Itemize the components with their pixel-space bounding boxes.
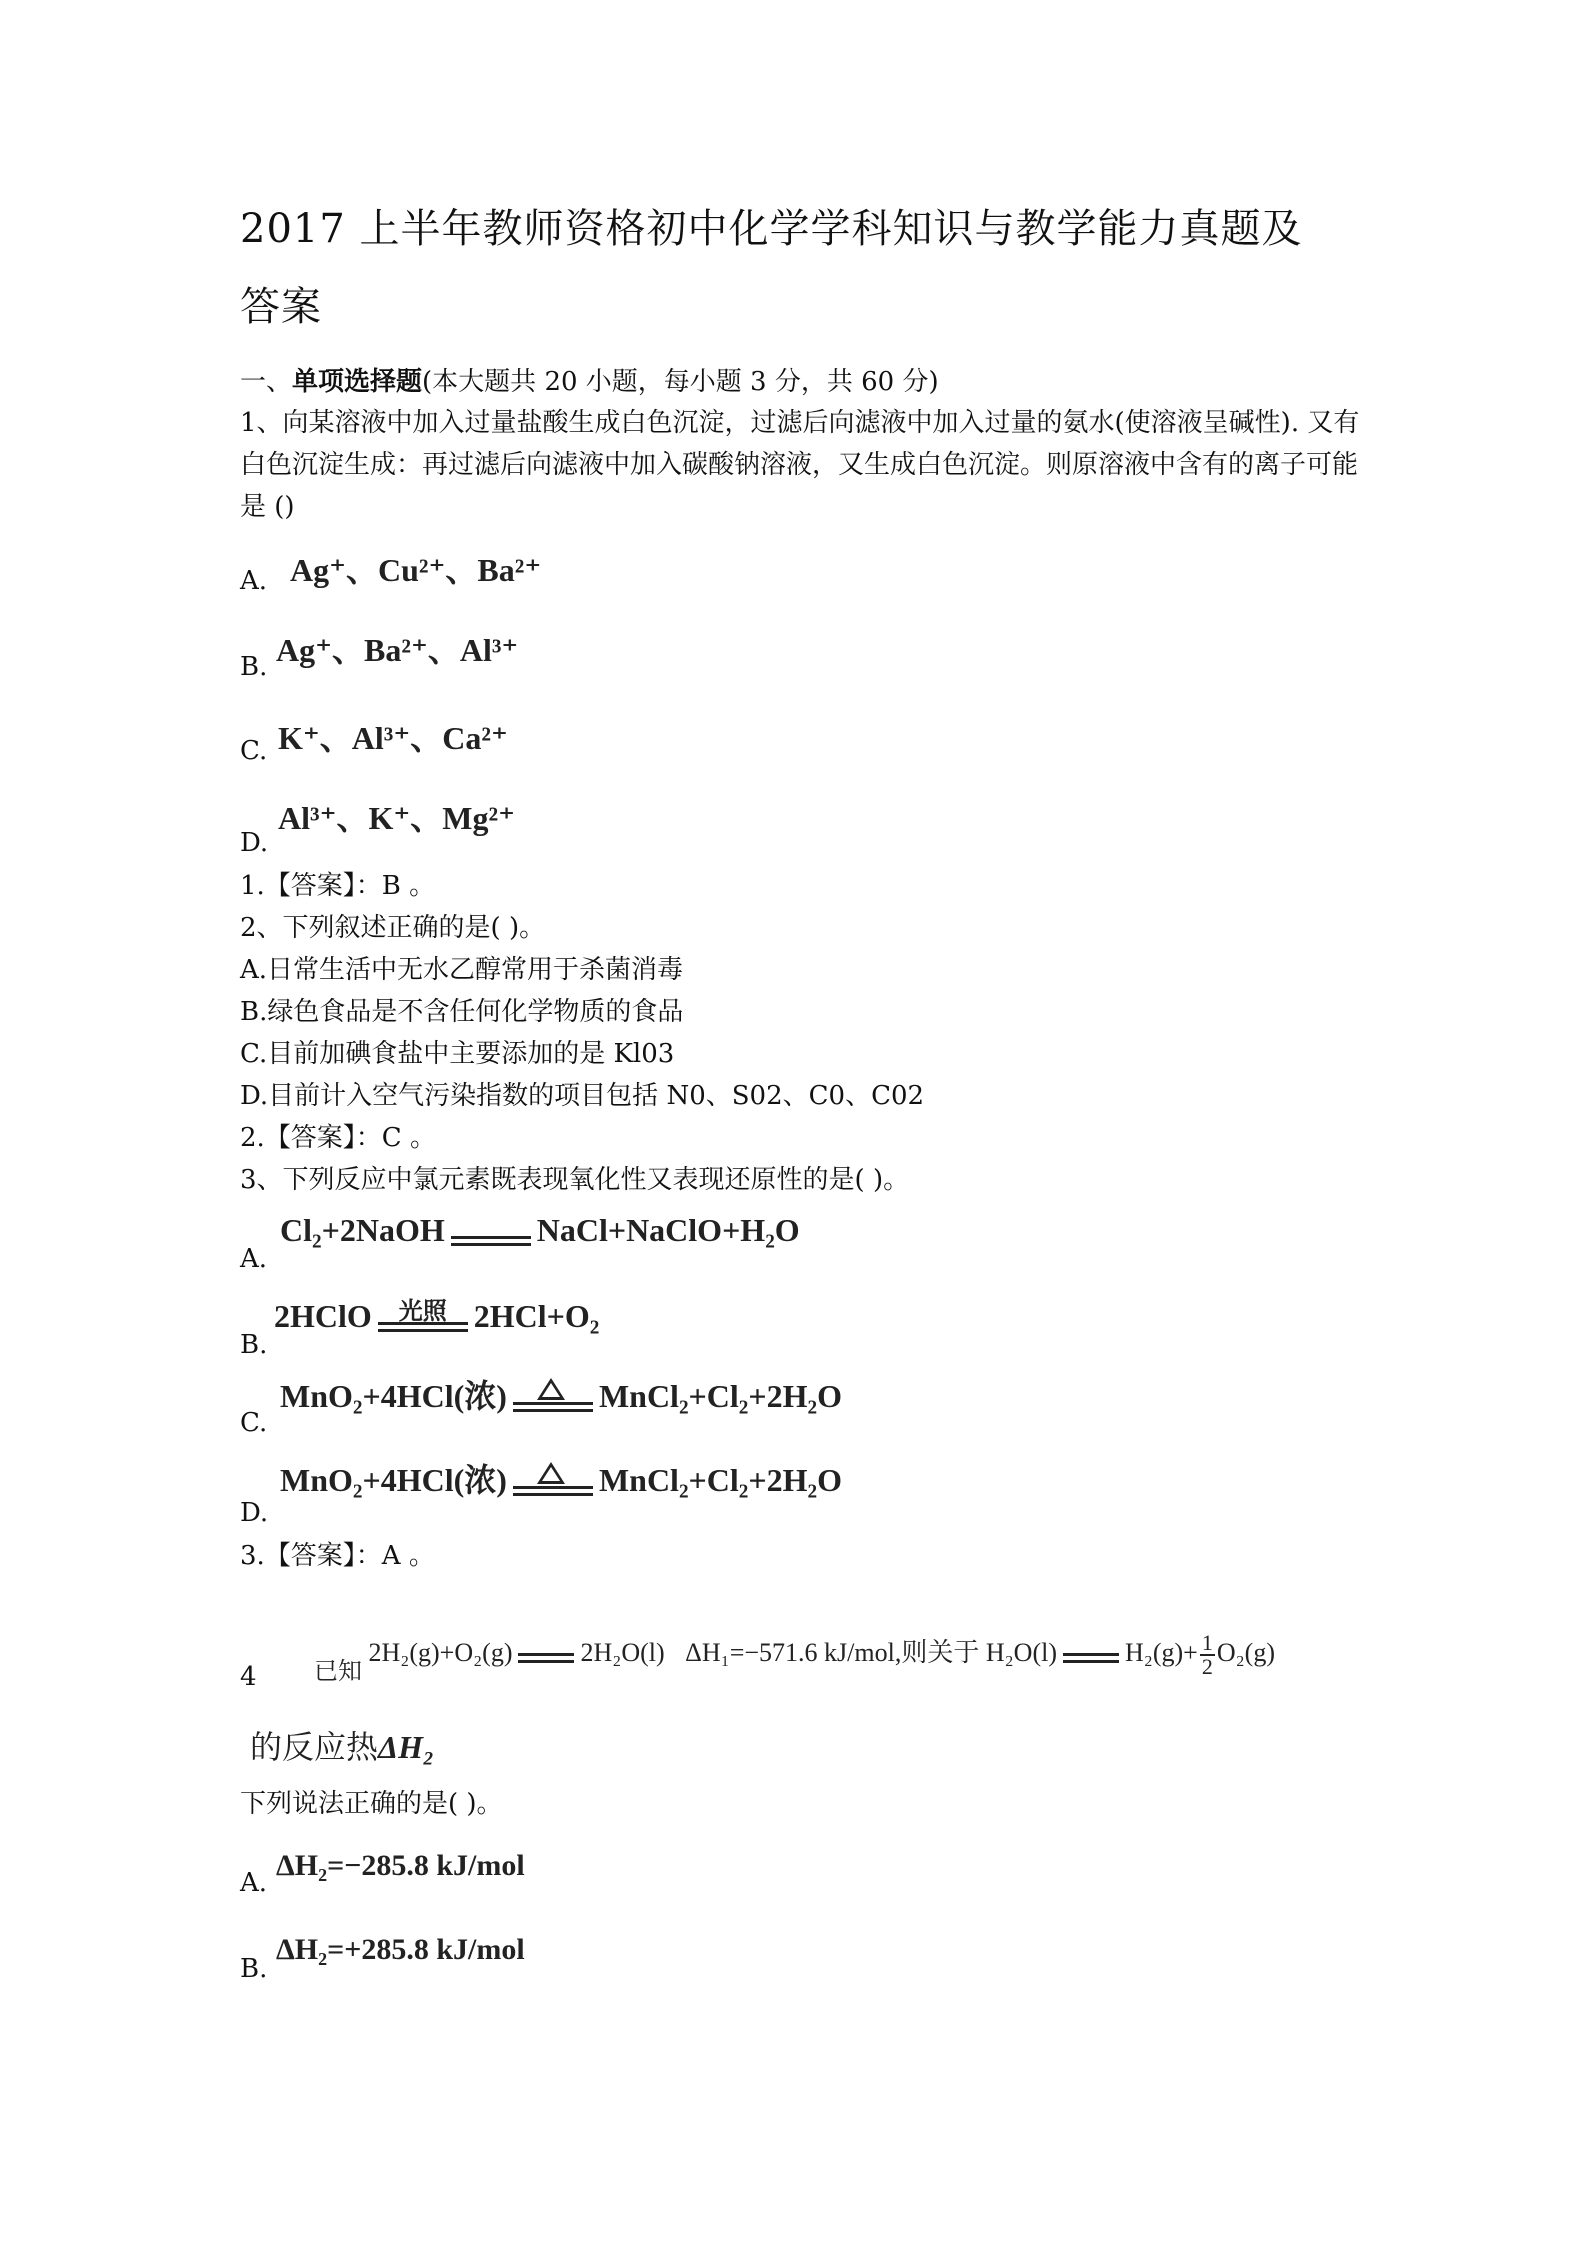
q4-heat-label bbox=[250, 1722, 434, 1768]
q3-a-products: NaCl+NaClO+H₂O bbox=[536, 1212, 800, 1248]
q4-eq1-reactants: 2H₂(g)+O₂(g) bbox=[368, 1638, 513, 1667]
q1-option-c-label: C. bbox=[240, 736, 268, 766]
q4-given-equation bbox=[314, 1630, 1275, 1685]
q4-option-b-label: B. bbox=[240, 1954, 268, 1984]
q1-option-a-label: A. bbox=[240, 566, 268, 596]
section-prefix: 一、 bbox=[240, 367, 293, 397]
q3-c-products: MnCl₂+Cl₂+2H₂O bbox=[598, 1378, 842, 1414]
q1-answer: 1.【答案】：B 。 bbox=[240, 871, 436, 901]
q3-b-products: 2HCl+O₂ bbox=[473, 1298, 600, 1334]
q2-option-c: C.目前加碘食盐中主要添加的是 Kl03 bbox=[240, 1039, 675, 1069]
q4-eq2-products: H₂(g)+ bbox=[1125, 1638, 1198, 1667]
q1-option-d-formula: Al³⁺、K⁺、Mg²⁺ bbox=[278, 800, 515, 836]
q3-option-c-label: C. bbox=[240, 1408, 268, 1438]
question-2-text: 2、下列叙述正确的是( )。 bbox=[240, 913, 546, 943]
equals-sign bbox=[1063, 1640, 1119, 1670]
q4-question-text: 下列说法正确的是( )。 bbox=[240, 1789, 503, 1819]
heat-equals-sign bbox=[513, 1380, 593, 1420]
one-half-fraction bbox=[1200, 1632, 1215, 1678]
question-4-number: 4 bbox=[240, 1662, 257, 1692]
q1-option-d-label: D. bbox=[240, 828, 269, 858]
equals-sign bbox=[518, 1640, 574, 1670]
equals-sign bbox=[451, 1214, 531, 1254]
q4-option-b-formula: ΔH₂=+285.8 kJ/mol bbox=[276, 1933, 525, 1966]
section-type: 单项选择题 bbox=[292, 367, 423, 397]
q4-eq1-products: 2H₂O(l) bbox=[580, 1638, 665, 1667]
q4-heat-text: 的反应热 bbox=[250, 1728, 379, 1766]
document-title-line-1: 2017 上半年教师资格初中化学学科知识与教学能力真题及 bbox=[240, 206, 1303, 252]
fraction-denominator: 2 bbox=[1201, 1654, 1213, 1680]
question-4-statement bbox=[240, 1632, 1360, 1712]
q2-option-d: D.目前计入空气污染指数的项目包括 N0、S02、C0、C02 bbox=[240, 1081, 925, 1111]
q4-delta-h1: ΔH₁=−571.6 kJ/mol,则关于 H₂O(l) bbox=[685, 1638, 1057, 1667]
q2-answer: 2.【答案】：C 。 bbox=[240, 1123, 436, 1153]
heat-equals-sign bbox=[513, 1464, 593, 1504]
q3-option-b-label: B. bbox=[240, 1330, 268, 1360]
q3-answer: 3.【答案】：A 。 bbox=[240, 1541, 435, 1571]
q2-option-b: B.绿色食品是不含任何化学物质的食品 bbox=[240, 997, 684, 1027]
q1-option-a-formula: Ag⁺、Cu²⁺、Ba²⁺ bbox=[290, 552, 542, 588]
q3-c-reactants: MnO₂+4HCl(浓) bbox=[280, 1378, 507, 1414]
section-description: (本大题共 20 小题，每小题 3 分，共 60 分) bbox=[422, 367, 939, 397]
question-3-text: 3、下列反应中氯元素既表现氧化性又表现还原性的是( )。 bbox=[240, 1165, 910, 1195]
q3-d-reactants: MnO₂+4HCl(浓) bbox=[280, 1462, 507, 1498]
fraction-numerator: 1 bbox=[1201, 1630, 1213, 1656]
q4-given-label: 已知 bbox=[314, 1657, 362, 1685]
q1-option-b-label: B. bbox=[240, 652, 268, 682]
q4-option-a-formula: ΔH₂=−285.8 kJ/mol bbox=[276, 1849, 525, 1882]
question-1-text: 1、向某溶液中加入过量盐酸生成白色沉淀，过滤后向滤液中加入过量的氨水(使溶液呈碱性). 又有白色沉淀生成：再过滤后向滤液中加入碳酸钠溶液，又生成白色沉淀。则原溶液中含有的离子可能是 () bbox=[240, 408, 1360, 522]
q1-option-c-formula: K⁺、Al³⁺、Ca²⁺ bbox=[278, 720, 508, 756]
q2-option-a: A.日常生活中无水乙醇常用于杀菌消毒 bbox=[240, 955, 684, 985]
section-heading bbox=[240, 362, 1360, 402]
heat-triangle-icon bbox=[537, 1378, 565, 1400]
q3-option-d-label: D. bbox=[240, 1498, 269, 1528]
heat-triangle-icon bbox=[537, 1462, 565, 1484]
q4-option-a-label: A. bbox=[240, 1868, 268, 1898]
q3-option-a-label: A. bbox=[240, 1244, 268, 1274]
equals-sign-with-condition bbox=[378, 1300, 468, 1340]
document-title-line-2: 答案 bbox=[240, 284, 322, 330]
q3-option-c-equation bbox=[280, 1376, 842, 1420]
q3-d-products: MnCl₂+Cl₂+2H₂O bbox=[598, 1462, 842, 1498]
q3-option-a-equation bbox=[280, 1210, 800, 1254]
reaction-condition: 光照 bbox=[398, 1298, 447, 1325]
q4-eq2-tail: O₂(g) bbox=[1216, 1638, 1275, 1667]
q3-option-b-equation bbox=[274, 1296, 599, 1340]
q1-option-b-formula: Ag⁺、Ba²⁺、Al³⁺ bbox=[276, 632, 519, 668]
q3-a-reactants: Cl₂+2NaOH bbox=[280, 1212, 445, 1248]
q3-option-d-equation bbox=[280, 1460, 842, 1504]
q3-b-reactants: 2HClO bbox=[274, 1298, 372, 1334]
q4-heat-symbol: ΔH₂ bbox=[378, 1729, 435, 1765]
